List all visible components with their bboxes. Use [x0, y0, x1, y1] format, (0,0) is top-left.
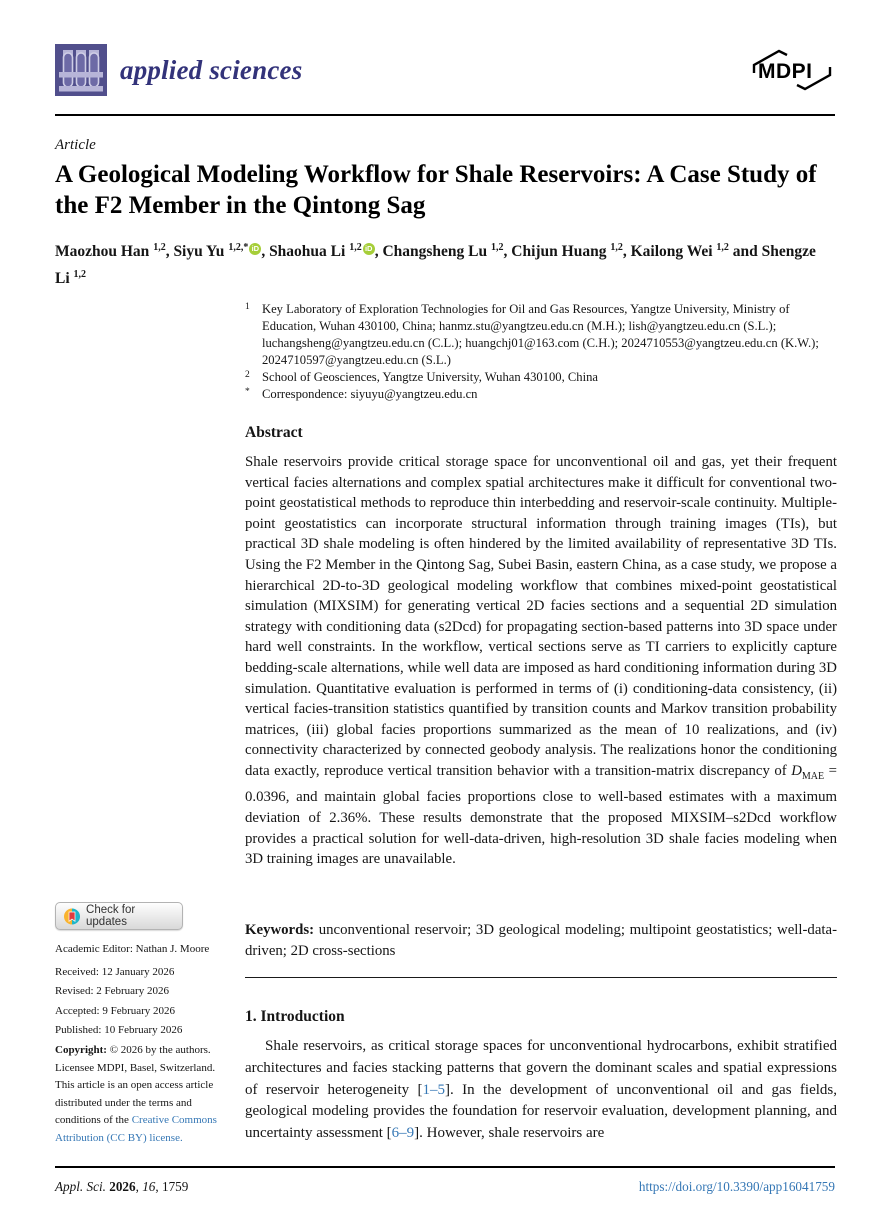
abstract-heading: Abstract: [245, 424, 303, 441]
keywords: [245, 920, 837, 961]
author: Siyu Yu $^{1,2,*}$ iD ,: [173, 242, 270, 261]
svg-text:MDPI: MDPI: [758, 60, 813, 83]
citation-link[interactable]: 1–5: [422, 1081, 446, 1098]
copyright-label: Copyright:: [55, 1044, 110, 1056]
doi-link[interactable]: https://doi.org/10.3390/app16041759: [638, 1179, 835, 1194]
affiliation-item: [245, 386, 837, 403]
keywords-label: Keywords:: [245, 922, 319, 938]
author: Changsheng Lu $^{1,2}$,: [382, 242, 512, 261]
check-for-updates-label: Check for updates: [86, 904, 136, 928]
check-for-updates-button[interactable]: [55, 902, 183, 930]
affiliation-text: School of Geosciences, Yangtze University, Wuhan 430100, China: [262, 369, 598, 384]
dmae-symbol: D: [791, 762, 802, 779]
affiliation-item: [245, 301, 837, 369]
cc-by-license-link[interactable]: Creative Commons Attribution (CC BY) license.: [55, 1114, 217, 1144]
journal-logo-group: [55, 44, 302, 96]
dmae-subscript: MAE: [801, 770, 825, 782]
introduction-paragraph: Shale reservoirs, as critical storage spaces for unconventional hydrocarbons, exhibit stratified architectures and facies stacking patterns that govern the dominant scales and spatial expressions of reservoir heterogeneity [1–5]. In the development of unconventional oil and gas fields, geological modeling provides the foundation for reservoir evaluation, development planning, and uncertainty assessment [6–9]. However, shale reservoirs are: [245, 1038, 837, 1142]
page-header: [55, 44, 835, 96]
affiliation-text: Correspondence: siyuyu@yangtzeu.edu.cn: [262, 386, 478, 401]
keywords-divider: [245, 977, 837, 978]
affiliation-marker: 1: [245, 302, 250, 312]
affiliations: [245, 301, 837, 402]
accepted-date: Accepted: 9 February 2026: [55, 1004, 176, 1017]
author: Kailong Wei $^{1,2}$: [630, 242, 729, 261]
published-date: Published: 10 February 2026: [55, 1023, 183, 1036]
author: Shaohua Li $^{1,2}$ iD ,: [269, 242, 383, 261]
copyright-text: © 2026 by the authors. Licensee MDPI, Basel, Switzerland. This article is an open access article distributed under the terms and conditions of the: [55, 1044, 216, 1127]
revised-date: Revised: 2 February 2026: [55, 985, 169, 998]
affiliation-marker: *: [245, 386, 250, 397]
orcid-icon[interactable]: iD: [249, 243, 261, 255]
page-footer: [55, 1179, 835, 1195]
academic-editor: Academic Editor: Nathan J. Moore: [55, 943, 210, 955]
author: and Shengze Li $^{1,2}$: [55, 243, 816, 287]
orcid-icon[interactable]: iD: [363, 243, 375, 255]
received-date: Received: 12 January 2026: [55, 966, 175, 978]
section-heading-introduction: 1. Introduction: [245, 1008, 345, 1025]
header-divider: [55, 114, 835, 116]
citation-link[interactable]: 6–9: [391, 1125, 415, 1142]
abstract-body: Shale reservoirs provide critical storage space for unconventional oil and gas, yet their frequent vertical facies alternations and complex spatial architectures make it difficult for conventional two-point geostatistical methods to reproduce thin interbedding and reservoir-scale continuity. Multiple-point geostatistics can incorporate structural information through training images (TIs), but practical 3D shale modeling is often hindered by the limited availability of representative 3D TIs. Using the F2 Member in the Qintong Sag, Subei Basin, eastern China, as a case study, we propose a hierarchical 2D-to-3D geological modeling workflow that combines mixed-point geostatistical simulation (MIXSIM) for generating vertical 2D facies sections and a sequential 2D simulation strategy with conditioning data (s2Dcd) for propagating section-based patterns into 3D space under hard well constraints. In the workflow, vertical sections serve as TI carriers to explicitly capture bedding-scale alternations, while well data are imposed as hard conditioning information during 3D simulation. Quantitative evaluation is performed in terms of (i) conditioning-data consistency, (ii) vertical facies-transition statistics quantified by transition counts and Markov transition probability matrices, (iii) global facies proportions summarized as the mean of 10 realizations, and (iv) connectivity characterized by connected geobody analysis. The realizations honor the conditioning data exactly, reproduce vertical transition behavior with a transition-matrix discrepancy of $D_{MAE} = 0.0396$, and maintain global facies proportions close to well-based estimates with a maximum deviation of 2.36%. These results demonstrate that the proposed MIXSIM–s2Dcd workflow provides a practical solution for well-data-driven, high-resolution 3D shale facies modeling when 3D training images are unavailable.: [245, 454, 837, 868]
affiliation-text: Key Laboratory of Exploration Technologies for Oil and Gas Resources, Yangtze University, Ministry of Education, Wuhan 430100, China; hanmz.stu@yangtzeu.edu.cn (M.H.); lish@yangtzeu.edu.cn (S.L.); luchangsheng@yangtzeu.edu.cn (C.L.); huangchj01@163.com (C.H.); 2024710553@yangtzeu.edu.cn (K.W.); 2024710597@yangtzeu.edu.cn (S.L.): [262, 302, 819, 367]
copyright-notice: [55, 1042, 225, 1148]
author: Chijun Huang $^{1,2}$,: [511, 242, 631, 261]
mdpi-logo: [749, 45, 835, 95]
affiliation-marker: 2: [245, 369, 250, 380]
page-title: A Geological Modeling Workflow for Shale Reservoirs: A Case Study of the F2 Member in the Qintong Sag: [55, 161, 817, 219]
author-list: [55, 237, 833, 290]
article-type-label: Article: [55, 137, 96, 153]
journal-citation: Appl. Sci. 2026, 16, 1759: [55, 1179, 189, 1194]
applied-sciences-logo-icon: [55, 44, 107, 96]
author: Maozhou Han $^{1,2}$,: [55, 242, 174, 261]
article-history: [55, 963, 227, 1040]
crossmark-icon: [64, 908, 80, 925]
affiliation-item: [245, 369, 837, 386]
footer-divider: [55, 1166, 835, 1168]
journal-name: applied sciences: [120, 54, 303, 85]
keywords-text: unconventional reservoir; 3D geological modeling; multipoint geostatistics; well-data-driven; 2D cross-sections: [245, 922, 837, 959]
